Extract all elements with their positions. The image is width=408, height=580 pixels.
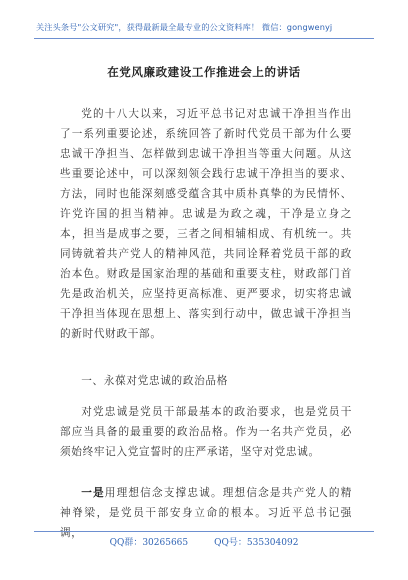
footer-divider [34, 531, 374, 532]
paragraph-3-text: 用理想信念支撑忠诚。理想信念是共产党人的精神脊梁，是党员干部安身立命的根本。习近平总书记强调， [60, 487, 352, 539]
header-divider [34, 38, 374, 39]
footer-qq-group: QQ群：30265665 [109, 538, 189, 548]
footer-contact [0, 535, 408, 548]
header-note: 关注头条号"公文研究"，获得最新最全最专业的公文资料库！ 微信：gongwenyj [36, 22, 333, 32]
document-title: 在党风廉政建设工作推进会上的讲话 [107, 65, 301, 79]
body-paragraph-1: 党的十八大以来，习近平总书记对忠诚干净担当作出了一系列重要论述，系统回答了新时代党员干部为什么要忠诚干净担当、怎样做到忠诚干净担当等重大问题。从这些重要论述中，可以深刻领会践行忠诚干净担当的要求、方法，同时也能深刻感受蕴含其中质朴真挚的为民情怀、许党许国的担当精神。忠诚是为政之魂，干净是立身之本，担当是成事之要，三者之间相辅相成、有机统一。共同铸就着共产党人的精神风范，共同诠释着党员干部的政治本色。财政是国家治理的基础和重要支柱，财政部门首先是政治机关，应坚持更高标准、更严要求，切实将忠诚干净担当体现在思想上、落实到行动中，做忠诚干净担当的新时代财政干部。 [60, 108, 352, 340]
footer-qq-number: QQ号：535304092 [214, 538, 299, 548]
body-paragraph-2: 对党忠诚是党员干部最基本的政治要求，也是党员干部应当具备的最重要的政治品格。作为一名共产党员，必须始终牢记入党宣誓时的庄严承诺，坚守对党忠诚。 [60, 406, 352, 458]
section-heading-1: 一、永葆对党忠诚的政治品格 [81, 375, 229, 387]
paragraph-lead-emphasis: 一是 [81, 487, 105, 499]
body-paragraph-3 [60, 483, 352, 543]
